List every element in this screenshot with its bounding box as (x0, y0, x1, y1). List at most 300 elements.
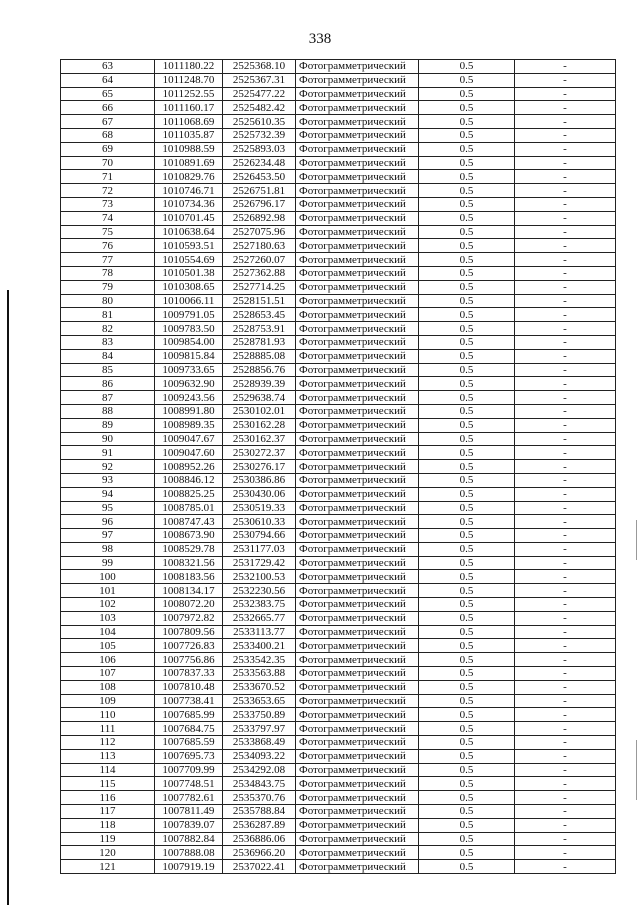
accuracy-cell: 0.5 (419, 473, 515, 487)
note-cell: - (515, 128, 616, 142)
point-number-cell: 106 (61, 653, 155, 667)
note-cell: - (515, 694, 616, 708)
y-coordinate-cell: 2530386.86 (223, 473, 296, 487)
accuracy-cell: 0.5 (419, 377, 515, 391)
x-coordinate-cell: 1011160.17 (155, 101, 223, 115)
point-number-cell: 109 (61, 694, 155, 708)
accuracy-cell: 0.5 (419, 266, 515, 280)
note-cell: - (515, 446, 616, 460)
table-row (61, 611, 616, 625)
method-cell: Фотограмметрический (296, 625, 419, 639)
table-row (61, 680, 616, 694)
point-number-cell: 63 (61, 60, 155, 74)
method-cell: Фотограмметрический (296, 722, 419, 736)
accuracy-cell: 0.5 (419, 446, 515, 460)
point-number-cell: 76 (61, 239, 155, 253)
x-coordinate-cell: 1007695.73 (155, 749, 223, 763)
x-coordinate-cell: 1010891.69 (155, 156, 223, 170)
table-row (61, 363, 616, 377)
coordinates-table-body (61, 60, 616, 874)
coordinates-table (60, 59, 616, 874)
point-number-cell: 64 (61, 73, 155, 87)
accuracy-cell: 0.5 (419, 791, 515, 805)
accuracy-cell: 0.5 (419, 611, 515, 625)
table-row (61, 73, 616, 87)
y-coordinate-cell: 2525367.31 (223, 73, 296, 87)
accuracy-cell: 0.5 (419, 432, 515, 446)
note-cell: - (515, 680, 616, 694)
x-coordinate-cell: 1007685.59 (155, 736, 223, 750)
note-cell: - (515, 639, 616, 653)
y-coordinate-cell: 2530102.01 (223, 404, 296, 418)
note-cell: - (515, 60, 616, 74)
method-cell: Фотограмметрический (296, 253, 419, 267)
table-row (61, 473, 616, 487)
table-row (61, 404, 616, 418)
accuracy-cell: 0.5 (419, 860, 515, 874)
table-row (61, 860, 616, 874)
accuracy-cell: 0.5 (419, 639, 515, 653)
point-number-cell: 118 (61, 818, 155, 832)
method-cell: Фотограмметрический (296, 377, 419, 391)
x-coordinate-cell: 1007919.19 (155, 860, 223, 874)
table-row (61, 501, 616, 515)
point-number-cell: 107 (61, 667, 155, 681)
x-coordinate-cell: 1010829.76 (155, 170, 223, 184)
accuracy-cell: 0.5 (419, 335, 515, 349)
point-number-cell: 69 (61, 142, 155, 156)
method-cell: Фотограмметрический (296, 570, 419, 584)
accuracy-cell: 0.5 (419, 722, 515, 736)
note-cell: - (515, 667, 616, 681)
accuracy-cell: 0.5 (419, 708, 515, 722)
accuracy-cell: 0.5 (419, 680, 515, 694)
x-coordinate-cell: 1007837.33 (155, 667, 223, 681)
table-row (61, 280, 616, 294)
point-number-cell: 65 (61, 87, 155, 101)
x-coordinate-cell: 1008747.43 (155, 515, 223, 529)
y-coordinate-cell: 2533670.52 (223, 680, 296, 694)
point-number-cell: 88 (61, 404, 155, 418)
accuracy-cell: 0.5 (419, 128, 515, 142)
point-number-cell: 86 (61, 377, 155, 391)
point-number-cell: 83 (61, 335, 155, 349)
method-cell: Фотограмметрический (296, 680, 419, 694)
method-cell: Фотограмметрический (296, 308, 419, 322)
table-row (61, 805, 616, 819)
table-row (61, 708, 616, 722)
x-coordinate-cell: 1009815.84 (155, 349, 223, 363)
x-coordinate-cell: 1007756.86 (155, 653, 223, 667)
note-cell: - (515, 598, 616, 612)
accuracy-cell: 0.5 (419, 556, 515, 570)
method-cell: Фотограмметрический (296, 335, 419, 349)
y-coordinate-cell: 2527714.25 (223, 280, 296, 294)
accuracy-cell: 0.5 (419, 653, 515, 667)
note-cell: - (515, 294, 616, 308)
method-cell: Фотограмметрический (296, 473, 419, 487)
x-coordinate-cell: 1009733.65 (155, 363, 223, 377)
y-coordinate-cell: 2528151.51 (223, 294, 296, 308)
y-coordinate-cell: 2526234.48 (223, 156, 296, 170)
table-row (61, 846, 616, 860)
point-number-cell: 74 (61, 211, 155, 225)
note-cell: - (515, 777, 616, 791)
y-coordinate-cell: 2530272.37 (223, 446, 296, 460)
note-cell: - (515, 266, 616, 280)
table-row (61, 832, 616, 846)
y-coordinate-cell: 2534093.22 (223, 749, 296, 763)
y-coordinate-cell: 2529638.74 (223, 391, 296, 405)
accuracy-cell: 0.5 (419, 625, 515, 639)
accuracy-cell: 0.5 (419, 391, 515, 405)
point-number-cell: 101 (61, 584, 155, 598)
point-number-cell: 110 (61, 708, 155, 722)
accuracy-cell: 0.5 (419, 418, 515, 432)
point-number-cell: 115 (61, 777, 155, 791)
y-coordinate-cell: 2533868.49 (223, 736, 296, 750)
point-number-cell: 99 (61, 556, 155, 570)
note-cell: - (515, 170, 616, 184)
method-cell: Фотограмметрический (296, 432, 419, 446)
point-number-cell: 116 (61, 791, 155, 805)
table-row (61, 87, 616, 101)
method-cell: Фотограмметрический (296, 694, 419, 708)
y-coordinate-cell: 2525893.03 (223, 142, 296, 156)
y-coordinate-cell: 2533113.77 (223, 625, 296, 639)
note-cell: - (515, 391, 616, 405)
x-coordinate-cell: 1010593.51 (155, 239, 223, 253)
note-cell: - (515, 363, 616, 377)
y-coordinate-cell: 2530162.37 (223, 432, 296, 446)
point-number-cell: 98 (61, 542, 155, 556)
accuracy-cell: 0.5 (419, 156, 515, 170)
method-cell: Фотограмметрический (296, 832, 419, 846)
table-row (61, 266, 616, 280)
note-cell: - (515, 749, 616, 763)
accuracy-cell: 0.5 (419, 749, 515, 763)
y-coordinate-cell: 2530519.33 (223, 501, 296, 515)
method-cell: Фотограмметрический (296, 197, 419, 211)
note-cell: - (515, 418, 616, 432)
method-cell: Фотограмметрический (296, 763, 419, 777)
x-coordinate-cell: 1008529.78 (155, 542, 223, 556)
method-cell: Фотограмметрический (296, 322, 419, 336)
method-cell: Фотограмметрический (296, 115, 419, 129)
note-cell: - (515, 211, 616, 225)
y-coordinate-cell: 2530794.66 (223, 529, 296, 543)
accuracy-cell: 0.5 (419, 115, 515, 129)
point-number-cell: 113 (61, 749, 155, 763)
note-cell: - (515, 253, 616, 267)
x-coordinate-cell: 1009047.60 (155, 446, 223, 460)
note-cell: - (515, 653, 616, 667)
x-coordinate-cell: 1010308.65 (155, 280, 223, 294)
method-cell: Фотограмметрический (296, 142, 419, 156)
note-cell: - (515, 529, 616, 543)
point-number-cell: 112 (61, 736, 155, 750)
y-coordinate-cell: 2533653.65 (223, 694, 296, 708)
table-row (61, 653, 616, 667)
accuracy-cell: 0.5 (419, 805, 515, 819)
y-coordinate-cell: 2528753.91 (223, 322, 296, 336)
table-row (61, 777, 616, 791)
accuracy-cell: 0.5 (419, 101, 515, 115)
note-cell: - (515, 239, 616, 253)
x-coordinate-cell: 1008846.12 (155, 473, 223, 487)
table-row (61, 184, 616, 198)
point-number-cell: 92 (61, 460, 155, 474)
method-cell: Фотограмметрический (296, 529, 419, 543)
x-coordinate-cell: 1007811.49 (155, 805, 223, 819)
accuracy-cell: 0.5 (419, 501, 515, 515)
method-cell: Фотограмметрический (296, 363, 419, 377)
note-cell: - (515, 473, 616, 487)
x-coordinate-cell: 1011252.55 (155, 87, 223, 101)
method-cell: Фотограмметрический (296, 294, 419, 308)
method-cell: Фотограмметрический (296, 101, 419, 115)
point-number-cell: 89 (61, 418, 155, 432)
note-cell: - (515, 487, 616, 501)
y-coordinate-cell: 2527362.88 (223, 266, 296, 280)
method-cell: Фотограмметрический (296, 349, 419, 363)
accuracy-cell: 0.5 (419, 584, 515, 598)
y-coordinate-cell: 2525482.42 (223, 101, 296, 115)
table-row (61, 253, 616, 267)
accuracy-cell: 0.5 (419, 777, 515, 791)
accuracy-cell: 0.5 (419, 598, 515, 612)
accuracy-cell: 0.5 (419, 542, 515, 556)
point-number-cell: 78 (61, 266, 155, 280)
y-coordinate-cell: 2532230.56 (223, 584, 296, 598)
method-cell: Фотограмметрический (296, 777, 419, 791)
y-coordinate-cell: 2525477.22 (223, 87, 296, 101)
x-coordinate-cell: 1008825.25 (155, 487, 223, 501)
y-coordinate-cell: 2536287.89 (223, 818, 296, 832)
x-coordinate-cell: 1007972.82 (155, 611, 223, 625)
note-cell: - (515, 805, 616, 819)
point-number-cell: 117 (61, 805, 155, 819)
table-row (61, 556, 616, 570)
x-coordinate-cell: 1007748.51 (155, 777, 223, 791)
x-coordinate-cell: 1009783.50 (155, 322, 223, 336)
method-cell: Фотограмметрический (296, 239, 419, 253)
y-coordinate-cell: 2528856.76 (223, 363, 296, 377)
y-coordinate-cell: 2527260.07 (223, 253, 296, 267)
x-coordinate-cell: 1011068.69 (155, 115, 223, 129)
y-coordinate-cell: 2531177.03 (223, 542, 296, 556)
x-coordinate-cell: 1008072.20 (155, 598, 223, 612)
accuracy-cell: 0.5 (419, 60, 515, 74)
y-coordinate-cell: 2528939.39 (223, 377, 296, 391)
table-row (61, 211, 616, 225)
accuracy-cell: 0.5 (419, 529, 515, 543)
table-row (61, 115, 616, 129)
note-cell: - (515, 197, 616, 211)
y-coordinate-cell: 2530610.33 (223, 515, 296, 529)
table-row (61, 142, 616, 156)
y-coordinate-cell: 2530430.06 (223, 487, 296, 501)
y-coordinate-cell: 2532665.77 (223, 611, 296, 625)
y-coordinate-cell: 2526892.98 (223, 211, 296, 225)
table-row (61, 736, 616, 750)
note-cell: - (515, 73, 616, 87)
note-cell: - (515, 832, 616, 846)
method-cell: Фотограмметрический (296, 515, 419, 529)
table-row (61, 570, 616, 584)
method-cell: Фотограмметрический (296, 73, 419, 87)
accuracy-cell: 0.5 (419, 818, 515, 832)
point-number-cell: 85 (61, 363, 155, 377)
method-cell: Фотограмметрический (296, 404, 419, 418)
note-cell: - (515, 501, 616, 515)
x-coordinate-cell: 1009632.90 (155, 377, 223, 391)
y-coordinate-cell: 2534292.08 (223, 763, 296, 777)
point-number-cell: 77 (61, 253, 155, 267)
y-coordinate-cell: 2534843.75 (223, 777, 296, 791)
point-number-cell: 67 (61, 115, 155, 129)
table-row (61, 170, 616, 184)
accuracy-cell: 0.5 (419, 694, 515, 708)
accuracy-cell: 0.5 (419, 763, 515, 777)
method-cell: Фотограмметрический (296, 170, 419, 184)
point-number-cell: 121 (61, 860, 155, 874)
table-row (61, 322, 616, 336)
note-cell: - (515, 460, 616, 474)
table-row (61, 60, 616, 74)
point-number-cell: 119 (61, 832, 155, 846)
method-cell: Фотограмметрический (296, 60, 419, 74)
x-coordinate-cell: 1007782.61 (155, 791, 223, 805)
table-row (61, 446, 616, 460)
method-cell: Фотограмметрический (296, 708, 419, 722)
note-cell: - (515, 860, 616, 874)
point-number-cell: 120 (61, 846, 155, 860)
y-coordinate-cell: 2525368.10 (223, 60, 296, 74)
table-row (61, 432, 616, 446)
note-cell: - (515, 308, 616, 322)
method-cell: Фотограмметрический (296, 225, 419, 239)
table-row (61, 308, 616, 322)
accuracy-cell: 0.5 (419, 87, 515, 101)
table-row (61, 763, 616, 777)
note-cell: - (515, 280, 616, 294)
x-coordinate-cell: 1011248.70 (155, 73, 223, 87)
method-cell: Фотограмметрический (296, 128, 419, 142)
y-coordinate-cell: 2528653.45 (223, 308, 296, 322)
note-cell: - (515, 611, 616, 625)
x-coordinate-cell: 1011180.22 (155, 60, 223, 74)
point-number-cell: 96 (61, 515, 155, 529)
table-row (61, 749, 616, 763)
method-cell: Фотограмметрический (296, 184, 419, 198)
note-cell: - (515, 722, 616, 736)
note-cell: - (515, 584, 616, 598)
method-cell: Фотограмметрический (296, 791, 419, 805)
method-cell: Фотограмметрический (296, 487, 419, 501)
x-coordinate-cell: 1007809.56 (155, 625, 223, 639)
x-coordinate-cell: 1010638.64 (155, 225, 223, 239)
method-cell: Фотограмметрический (296, 805, 419, 819)
x-coordinate-cell: 1007684.75 (155, 722, 223, 736)
accuracy-cell: 0.5 (419, 197, 515, 211)
point-number-cell: 108 (61, 680, 155, 694)
note-cell: - (515, 846, 616, 860)
method-cell: Фотограмметрический (296, 556, 419, 570)
point-number-cell: 104 (61, 625, 155, 639)
note-cell: - (515, 115, 616, 129)
note-cell: - (515, 101, 616, 115)
table-row (61, 598, 616, 612)
x-coordinate-cell: 1008673.90 (155, 529, 223, 543)
accuracy-cell: 0.5 (419, 308, 515, 322)
table-row (61, 529, 616, 543)
point-number-cell: 82 (61, 322, 155, 336)
y-coordinate-cell: 2525610.35 (223, 115, 296, 129)
table-row (61, 791, 616, 805)
x-coordinate-cell: 1007839.07 (155, 818, 223, 832)
method-cell: Фотограмметрический (296, 584, 419, 598)
method-cell: Фотограмметрический (296, 818, 419, 832)
y-coordinate-cell: 2526453.50 (223, 170, 296, 184)
method-cell: Фотограмметрический (296, 156, 419, 170)
point-number-cell: 95 (61, 501, 155, 515)
note-cell: - (515, 142, 616, 156)
method-cell: Фотограмметрический (296, 211, 419, 225)
accuracy-cell: 0.5 (419, 487, 515, 501)
accuracy-cell: 0.5 (419, 570, 515, 584)
point-number-cell: 68 (61, 128, 155, 142)
x-coordinate-cell: 1011035.87 (155, 128, 223, 142)
note-cell: - (515, 87, 616, 101)
y-coordinate-cell: 2528885.08 (223, 349, 296, 363)
y-coordinate-cell: 2536966.20 (223, 846, 296, 860)
x-coordinate-cell: 1009047.67 (155, 432, 223, 446)
point-number-cell: 71 (61, 170, 155, 184)
point-number-cell: 66 (61, 101, 155, 115)
note-cell: - (515, 377, 616, 391)
y-coordinate-cell: 2533400.21 (223, 639, 296, 653)
method-cell: Фотограмметрический (296, 446, 419, 460)
x-coordinate-cell: 1010746.71 (155, 184, 223, 198)
table-row (61, 722, 616, 736)
accuracy-cell: 0.5 (419, 73, 515, 87)
point-number-cell: 75 (61, 225, 155, 239)
point-number-cell: 91 (61, 446, 155, 460)
scan-edge-mark (636, 520, 637, 560)
table-row (61, 818, 616, 832)
y-coordinate-cell: 2532100.53 (223, 570, 296, 584)
point-number-cell: 105 (61, 639, 155, 653)
accuracy-cell: 0.5 (419, 832, 515, 846)
accuracy-cell: 0.5 (419, 460, 515, 474)
method-cell: Фотограмметрический (296, 418, 419, 432)
y-coordinate-cell: 2526796.17 (223, 197, 296, 211)
point-number-cell: 87 (61, 391, 155, 405)
y-coordinate-cell: 2535788.84 (223, 805, 296, 819)
y-coordinate-cell: 2533750.89 (223, 708, 296, 722)
x-coordinate-cell: 1008321.56 (155, 556, 223, 570)
table-row (61, 377, 616, 391)
x-coordinate-cell: 1009854.00 (155, 335, 223, 349)
note-cell: - (515, 736, 616, 750)
y-coordinate-cell: 2526751.81 (223, 184, 296, 198)
method-cell: Фотограмметрический (296, 87, 419, 101)
accuracy-cell: 0.5 (419, 363, 515, 377)
method-cell: Фотограмметрический (296, 266, 419, 280)
method-cell: Фотограмметрический (296, 736, 419, 750)
y-coordinate-cell: 2530162.28 (223, 418, 296, 432)
